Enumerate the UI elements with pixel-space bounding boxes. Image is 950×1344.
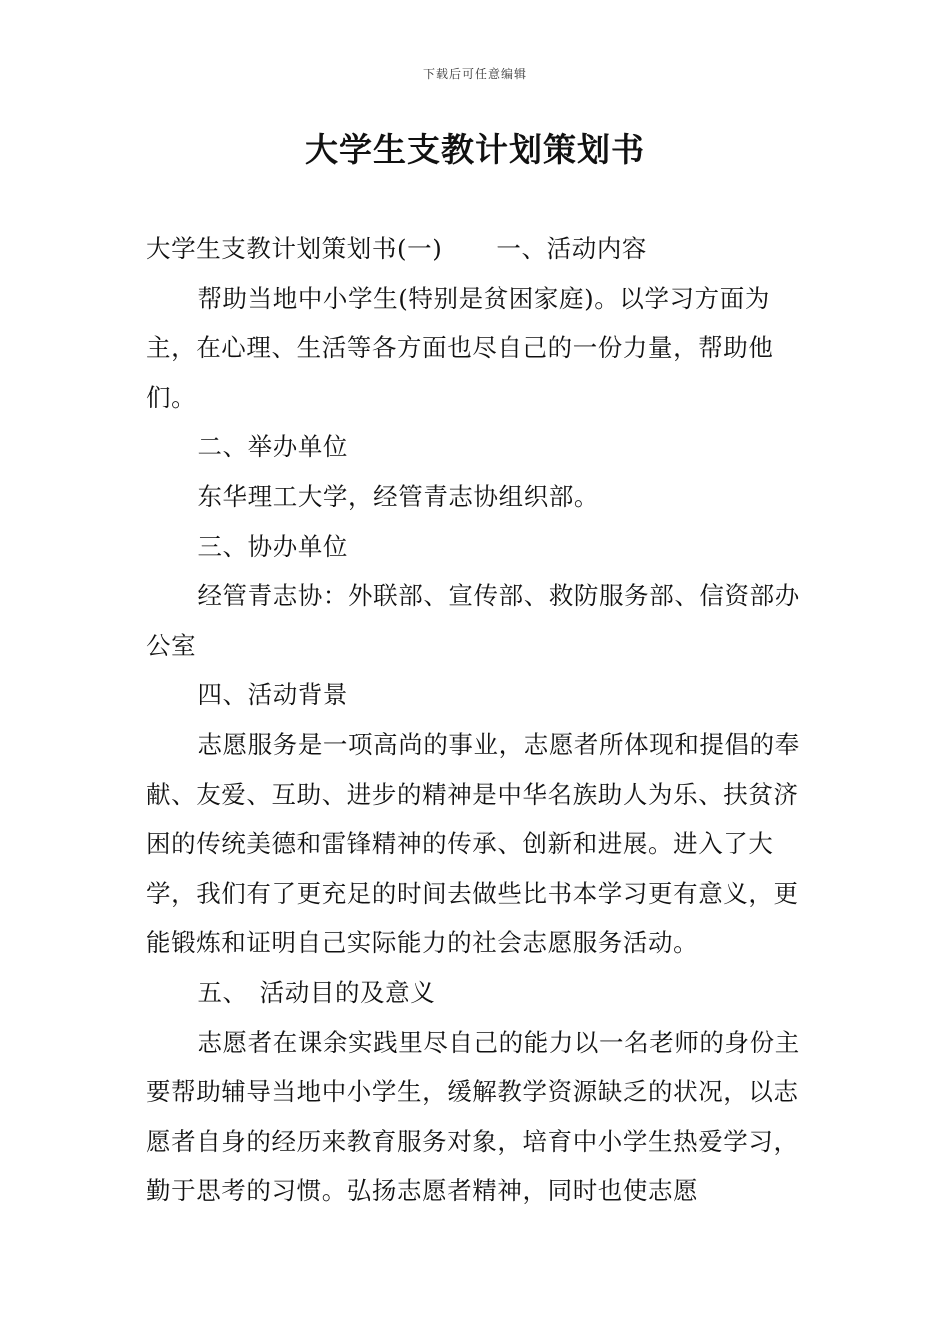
section5-heading (146, 968, 808, 1018)
header-note: 下载后可任意编辑 (422, 67, 527, 81)
section3-paragraph: 经管青志协：外联部、宣传部、救防服务部、信资部办公室 (146, 581, 800, 660)
document-body (146, 224, 808, 1216)
section4-heading: 四、活动背景 (197, 680, 349, 710)
section3-heading: 三、协办单位 (197, 531, 349, 561)
section1-paragraph: 帮助当地中小学生(特别是贫困家庭)。以学习方面为主，在心理、生活等各方面也尽自己的一份力量，帮助他们。 (146, 283, 774, 412)
section4-paragraph: 志愿服务是一项高尚的事业，志愿者所体现和提倡的奉献、友爱、互助、进步的精神是中华名族助人为乐、扶贫济困的传统美德和雷锋精神的传承、创新和进展。进入了大学，我们有了更充足的时间去做些比书本学习更有意义，更能锻炼和证明自己实际能力的社会志愿服务活动。 (146, 729, 800, 958)
section5-heading-number: 五、 (197, 977, 248, 1007)
intro-line (146, 224, 808, 274)
document-title: 大学生支教计划策划书 (305, 130, 645, 169)
section1-heading: 一、活动内容 (496, 234, 648, 263)
section2-paragraph: 东华理工大学，经管青志协组织部。 (197, 481, 600, 511)
section2-heading: 二、举办单位 (197, 432, 349, 462)
intro-heading: 大学生支教计划策划书(一) (146, 234, 443, 263)
section5-paragraph: 志愿者在课余实践里尽自己的能力以一名老师的身份主要帮助辅导当地中小学生，缓解教学资源缺乏的状况，以志愿者自身的经历来教育服务对象，培育中小学生热爱学习，勤于思考的习惯。弘扬志愿者精神，同时也使志愿 (146, 1027, 800, 1206)
section5-heading-text: 活动目的及意义 (259, 977, 436, 1007)
